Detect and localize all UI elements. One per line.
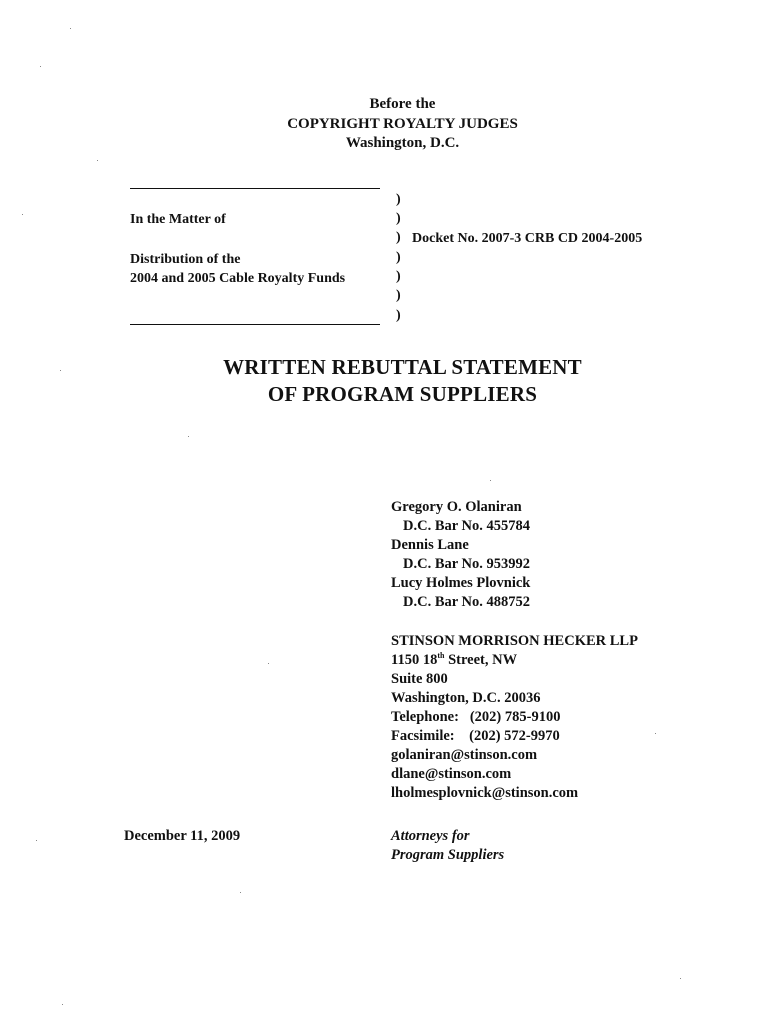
attorney-bar-number: D.C. Bar No. 953992 bbox=[403, 556, 531, 572]
scan-speck bbox=[97, 160, 98, 161]
scan-speck bbox=[240, 892, 241, 893]
scan-speck bbox=[40, 66, 41, 67]
header-location: Washington, D.C. bbox=[345, 135, 460, 151]
header-before: Before the bbox=[369, 96, 436, 112]
attorney-name: Gregory O. Olaniran bbox=[391, 499, 522, 515]
header-tribunal: COPYRIGHT ROYALTY JUDGES bbox=[287, 116, 518, 132]
attorneys-for-block bbox=[391, 827, 504, 865]
attorney-bar-number: D.C. Bar No. 455784 bbox=[403, 518, 531, 534]
caption-paren: ) bbox=[396, 250, 401, 265]
attorneys-for-label: Attorneys for bbox=[391, 828, 470, 844]
caption-paren: ) bbox=[396, 308, 401, 323]
client-name: Program Suppliers bbox=[391, 847, 505, 863]
attorney-name: Lucy Holmes Plovnick bbox=[391, 575, 531, 591]
fax-label: Facsimile: bbox=[391, 728, 455, 744]
scan-speck bbox=[70, 28, 71, 29]
caption-top-rule bbox=[130, 188, 380, 189]
caption-bottom-rule bbox=[130, 324, 380, 325]
telephone-label: Telephone: bbox=[391, 709, 459, 725]
firm-fax bbox=[391, 727, 638, 746]
caption-paren: ) bbox=[396, 211, 401, 226]
firm-city: Washington, D.C. 20036 bbox=[391, 690, 541, 706]
scan-speck bbox=[268, 663, 269, 664]
attorney-bar-number: D.C. Bar No. 488752 bbox=[403, 594, 531, 610]
docket-number: Docket No. 2007-3 CRB CD 2004-2005 bbox=[412, 231, 643, 246]
caption-matter: In the Matter of bbox=[130, 212, 226, 227]
street-number: 1150 18 bbox=[391, 652, 438, 668]
document-title-line1: WRITTEN REBUTTAL STATEMENT bbox=[223, 355, 582, 379]
scan-speck bbox=[188, 436, 189, 437]
caption-paren: ) bbox=[396, 192, 401, 207]
document-title-line2: OF PROGRAM SUPPLIERS bbox=[267, 382, 538, 406]
scan-speck bbox=[490, 480, 491, 481]
caption-paren: ) bbox=[396, 288, 401, 303]
caption-distribution-line2: 2004 and 2005 Cable Royalty Funds bbox=[130, 271, 346, 286]
email-address: dlane@stinson.com bbox=[391, 766, 512, 782]
email-address: lholmesplovnick@stinson.com bbox=[391, 785, 579, 801]
caption-paren: ) bbox=[396, 230, 401, 245]
firm-block bbox=[391, 632, 638, 803]
scan-speck bbox=[62, 1004, 63, 1005]
attorney-list bbox=[391, 498, 530, 612]
scan-speck bbox=[36, 840, 37, 841]
firm-suite: Suite 800 bbox=[391, 671, 448, 687]
caption-distribution-line1: Distribution of the bbox=[130, 252, 241, 267]
email-address: golaniran@stinson.com bbox=[391, 747, 538, 763]
attorney-name: Dennis Lane bbox=[391, 537, 469, 553]
scan-speck bbox=[22, 214, 23, 215]
scan-speck bbox=[60, 370, 61, 371]
street-name: Street, NW bbox=[444, 652, 518, 668]
filing-date: December 11, 2009 bbox=[124, 828, 241, 844]
scan-speck bbox=[655, 733, 656, 734]
firm-telephone bbox=[391, 708, 638, 727]
firm-street bbox=[391, 651, 638, 670]
telephone-number: (202) 785-9100 bbox=[469, 709, 561, 725]
firm-name: STINSON MORRISON HECKER LLP bbox=[391, 633, 638, 649]
scan-speck bbox=[680, 978, 681, 979]
fax-number: (202) 572-9970 bbox=[469, 728, 560, 744]
caption-paren: ) bbox=[396, 269, 401, 284]
street-ordinal: th bbox=[437, 651, 445, 661]
